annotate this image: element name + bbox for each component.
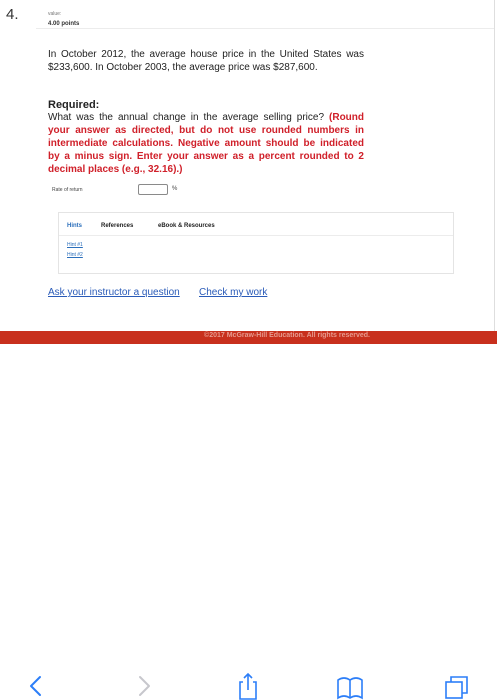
- back-icon[interactable]: [22, 672, 52, 700]
- tab-hints[interactable]: Hints: [67, 223, 82, 229]
- share-icon[interactable]: [233, 672, 263, 700]
- ask-instructor-link[interactable]: Ask your instructor a question: [48, 287, 180, 298]
- tabs-icon[interactable]: [442, 672, 472, 700]
- forward-icon[interactable]: [130, 672, 160, 700]
- required-heading: Required:: [48, 99, 100, 111]
- required-block: [48, 111, 364, 176]
- browser-toolbar: [0, 660, 497, 700]
- header-divider: [36, 28, 494, 29]
- bookmarks-icon[interactable]: [335, 672, 365, 700]
- tab-ebook-resources[interactable]: eBook & Resources: [158, 223, 215, 229]
- question-body: In October 2012, the average house price in the United States was $233,600. In October 2003, the average price was $287,600.: [48, 49, 364, 73]
- check-my-work-link[interactable]: Check my work: [199, 287, 268, 298]
- copyright-text: ©2017 McGraw-Hill Education. All rights reserved.: [204, 332, 370, 339]
- rate-of-return-input[interactable]: [138, 184, 168, 195]
- points-label: 4.00 points: [48, 21, 80, 27]
- hint-1-link[interactable]: Hint #1: [67, 242, 83, 248]
- hints-list: [59, 235, 453, 274]
- footer-bar: [0, 331, 497, 344]
- question-number: 4.: [6, 6, 19, 23]
- hint-2-link[interactable]: Hint #2: [67, 252, 83, 258]
- answer-row: [48, 184, 198, 197]
- required-question: What was the annual change in the average selling price?: [48, 112, 325, 123]
- rate-of-return-label: Rate of return: [52, 187, 83, 193]
- tab-references[interactable]: References: [101, 223, 134, 229]
- card-edge: [494, 0, 495, 340]
- question-card: [0, 0, 497, 341]
- value-label: value:: [48, 11, 62, 17]
- help-panel: [58, 212, 454, 274]
- instructions-text: (Round your answer as directed, but do not use rounded numbers in intermediate calculations. Negative amount should be indicated by a minus sign. Enter your answer as a percent rounded to 2 decimal places (e.g., 32.16).): [48, 112, 365, 175]
- percent-unit: %: [172, 186, 178, 192]
